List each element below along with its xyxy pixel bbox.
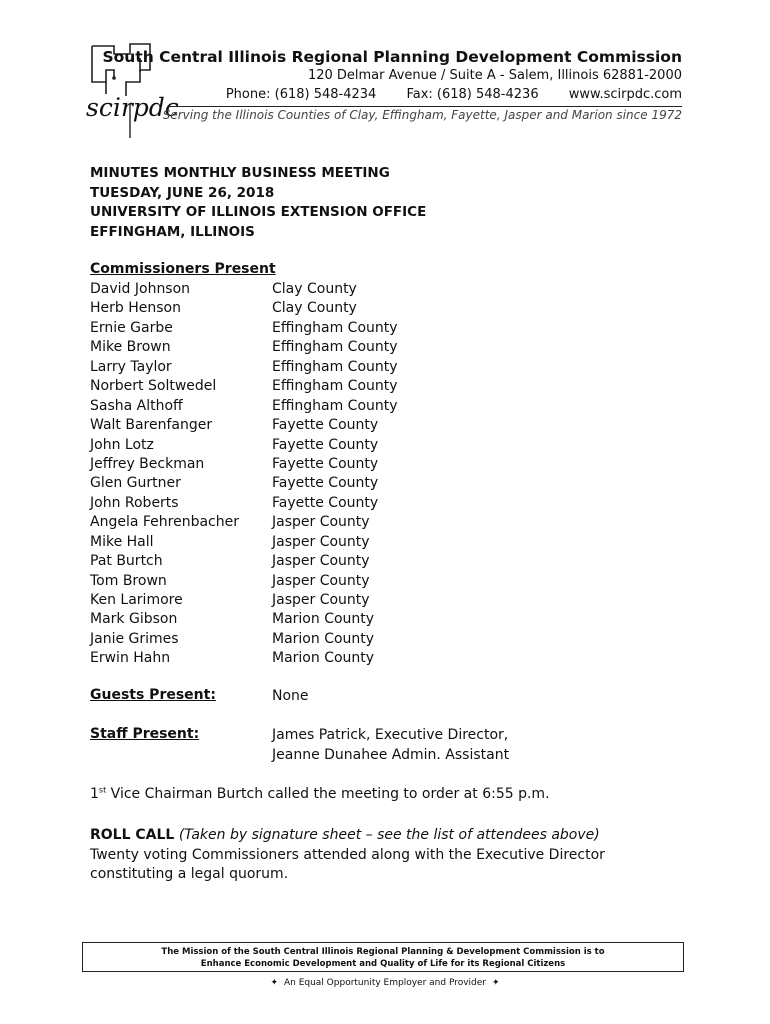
- staff-label: Staff Present:: [90, 726, 200, 742]
- commissioner-county: Fayette County: [272, 417, 379, 434]
- star-icon: ✦: [270, 978, 278, 988]
- commissioner-name: Mike Hall: [90, 533, 154, 550]
- guests-row: [90, 687, 309, 707]
- commissioner-county: Effingham County: [272, 378, 398, 395]
- commissioner-row: [90, 591, 398, 610]
- commissioner-row: [90, 630, 398, 649]
- guests-label: Guests Present:: [90, 687, 216, 703]
- commissioner-name: Walt Barenfanger: [90, 417, 213, 434]
- mission-line: Enhance Economic Development and Quality of Life for its Regional Citizens: [200, 959, 566, 969]
- commissioner-county: Jasper County: [272, 572, 370, 589]
- commissioner-name: John Lotz: [90, 436, 154, 453]
- commissioner-name: Mark Gibson: [90, 611, 178, 628]
- commissioner-name: Ernie Garbe: [90, 319, 173, 336]
- guests-value: None: [272, 688, 309, 704]
- commissioner-row: [90, 455, 398, 474]
- commissioner-county: Jasper County: [272, 553, 370, 570]
- commissioner-county: Fayette County: [272, 475, 379, 492]
- commissioner-county: Marion County: [272, 611, 375, 628]
- commissioner-row: [90, 397, 398, 416]
- commissioners-heading: Commissioners Present: [90, 261, 276, 277]
- staff-value: [272, 726, 509, 765]
- roll-call-note: (Taken by signature sheet – see the list of attendees above): [178, 827, 600, 843]
- commissioner-row: [90, 299, 398, 318]
- commissioner-row: [90, 513, 398, 532]
- commissioners-list: [90, 280, 398, 669]
- commissioner-row: [90, 610, 398, 629]
- commissioner-county: Fayette County: [272, 494, 379, 511]
- commissioner-county: Marion County: [272, 650, 375, 667]
- contact-line: [226, 87, 682, 102]
- commissioner-row: [90, 649, 398, 668]
- equal-opportunity-text: An Equal Opportunity Employer and Provider: [283, 978, 487, 988]
- commissioner-county: Effingham County: [272, 339, 398, 356]
- commissioner-county: Effingham County: [272, 397, 398, 414]
- meeting-title: [90, 164, 426, 242]
- commissioner-name: Janie Grimes: [90, 630, 179, 647]
- commissioner-name: Ken Larimore: [90, 592, 183, 608]
- ordinal-number: 1: [90, 786, 99, 802]
- logo-text: scirpdc: [86, 93, 179, 122]
- roll-call-body: Twenty voting Commissioners attended along with the Executive Director constituting a legal quorum.: [90, 846, 605, 882]
- commissioner-county: Clay County: [272, 281, 357, 297]
- commissioner-county: Fayette County: [272, 455, 379, 472]
- commissioner-row: [90, 572, 398, 591]
- commissioner-row: [90, 377, 398, 396]
- commissioner-name: Glen Gurtner: [90, 475, 181, 492]
- phone-number: Phone: (618) 548-4234: [225, 87, 377, 102]
- call-to-order: [90, 785, 690, 805]
- letterhead-tagline: Serving the Illinois Counties of Clay, Effingham, Fayette, Jasper and Marion since 1972: [162, 108, 682, 122]
- commissioner-row: [90, 416, 398, 435]
- roll-call-heading: [90, 826, 690, 846]
- commissioner-name: Pat Burtch: [90, 553, 163, 570]
- star-icon: ✦: [492, 978, 500, 988]
- organization-address: 120 Delmar Avenue / Suite A - Salem, Illinois 62881-2000: [307, 68, 682, 83]
- staff-line: James Patrick, Executive Director,: [272, 727, 509, 743]
- commissioner-row: [90, 338, 398, 357]
- organization-name: South Central Illinois Regional Planning Development Commission: [102, 48, 682, 66]
- commissioner-row: [90, 358, 398, 377]
- commissioner-name: John Roberts: [90, 494, 179, 511]
- commissioner-row: [90, 533, 398, 552]
- commissioner-name: Larry Taylor: [90, 358, 172, 375]
- commissioner-name: Sasha Althoff: [90, 397, 183, 414]
- commissioner-name: Mike Brown: [90, 339, 171, 356]
- meeting-city: EFFINGHAM, ILLINOIS: [90, 223, 255, 240]
- roll-call-title: ROLL CALL: [90, 827, 175, 843]
- staff-row: [90, 726, 509, 765]
- website-link[interactable]: www.scirpdc.com: [568, 87, 682, 102]
- call-to-order-text: Vice Chairman Burtch called the meeting to order at 6:55 p.m.: [106, 786, 550, 802]
- roll-call-section: [90, 826, 690, 885]
- commissioner-name: Jeffrey Beckman: [90, 455, 205, 472]
- letterhead-divider: [168, 106, 682, 107]
- commissioner-name: David Johnson: [90, 281, 191, 297]
- commissioner-county: Fayette County: [272, 436, 379, 453]
- commissioner-name: Angela Fehrenbacher: [90, 514, 239, 531]
- commissioner-row: [90, 494, 398, 513]
- commissioner-row: [90, 319, 398, 338]
- meeting-venue: UNIVERSITY OF ILLINOIS EXTENSION OFFICE: [90, 204, 427, 220]
- commissioner-county: Jasper County: [272, 514, 370, 531]
- commissioner-county: Effingham County: [272, 358, 398, 375]
- commissioner-county: Marion County: [272, 630, 375, 647]
- commissioner-row: [90, 436, 398, 455]
- commissioner-row: [90, 552, 398, 571]
- commissioner-county: Clay County: [272, 300, 357, 317]
- mission-line: The Mission of the South Central Illinois Regional Planning & Development Commission is to: [161, 947, 605, 957]
- mission-statement-box: [82, 942, 684, 972]
- commissioner-name: Norbert Soltwedel: [90, 378, 217, 395]
- meeting-title-line: MINUTES MONTHLY BUSINESS MEETING: [90, 165, 390, 181]
- meeting-date: TUESDAY, JUNE 26, 2018: [90, 184, 275, 201]
- staff-line: Jeanne Dunahee Admin. Assistant: [272, 746, 510, 763]
- ordinal-suffix: st: [98, 785, 107, 795]
- commissioner-name: Tom Brown: [90, 572, 167, 589]
- commissioner-county: Effingham County: [272, 319, 398, 336]
- commissioner-name: Erwin Hahn: [90, 650, 171, 667]
- equal-opportunity-line: [0, 978, 770, 988]
- commissioner-county: Jasper County: [272, 592, 370, 608]
- fax-number: Fax: (618) 548-4236: [406, 87, 539, 102]
- commissioner-row: [90, 474, 398, 493]
- commissioner-county: Jasper County: [272, 533, 370, 550]
- commissioner-row: [90, 280, 398, 299]
- commissioner-name: Herb Henson: [90, 300, 181, 317]
